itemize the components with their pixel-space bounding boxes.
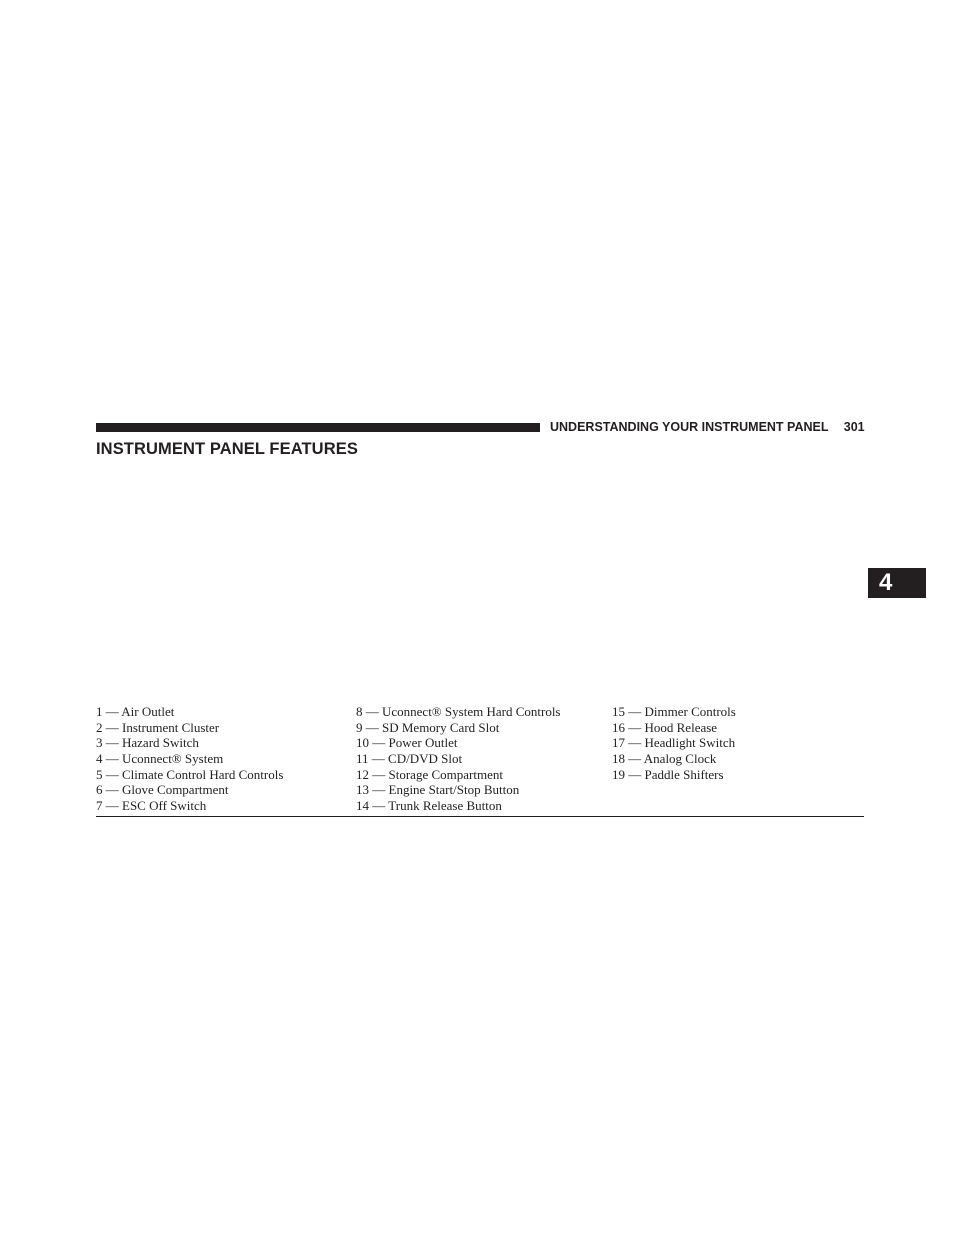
legend-item: 9 — SD Memory Card Slot bbox=[356, 719, 500, 735]
legend-column-2 bbox=[356, 704, 561, 814]
legend-item: 6 — Glove Compartment bbox=[96, 782, 229, 798]
legend-column-3 bbox=[612, 704, 736, 782]
legend-item: 19 — Paddle Shifters bbox=[612, 766, 724, 782]
legend-item: 3 — Hazard Switch bbox=[96, 735, 199, 751]
legend-item: 14 — Trunk Release Button bbox=[356, 798, 502, 814]
legend-item: 16 — Hood Release bbox=[612, 719, 718, 735]
chapter-tab bbox=[868, 568, 926, 598]
legend-item: 12 — Storage Compartment bbox=[356, 766, 503, 782]
legend-divider bbox=[96, 816, 864, 817]
legend-item: 4 — Uconnect® System bbox=[96, 751, 224, 767]
legend-item: 18 — Analog Clock bbox=[612, 751, 717, 767]
header-bar bbox=[96, 423, 540, 432]
section-name: UNDERSTANDING YOUR INSTRUMENT PANEL bbox=[550, 420, 829, 434]
legend-item: 10 — Power Outlet bbox=[356, 735, 458, 751]
legend-item: 11 — CD/DVD Slot bbox=[356, 751, 463, 767]
page-title: INSTRUMENT PANEL FEATURES bbox=[96, 440, 358, 458]
legend-column-1 bbox=[96, 704, 283, 814]
legend-item: 1 — Air Outlet bbox=[96, 704, 175, 719]
legend-item: 5 — Climate Control Hard Controls bbox=[96, 766, 284, 782]
legend-item: 15 — Dimmer Controls bbox=[612, 704, 736, 719]
legend-item: 13 — Engine Start/Stop Button bbox=[356, 782, 520, 798]
legend-item: 7 — ESC Off Switch bbox=[96, 798, 207, 814]
legend-item: 17 — Headlight Switch bbox=[612, 735, 736, 751]
legend-item: 2 — Instrument Cluster bbox=[96, 719, 220, 735]
running-header bbox=[550, 418, 865, 436]
chapter-number: 4 bbox=[879, 569, 893, 596]
page-number: 301 bbox=[843, 420, 865, 434]
legend-item: 8 — Uconnect® System Hard Controls bbox=[356, 704, 561, 719]
